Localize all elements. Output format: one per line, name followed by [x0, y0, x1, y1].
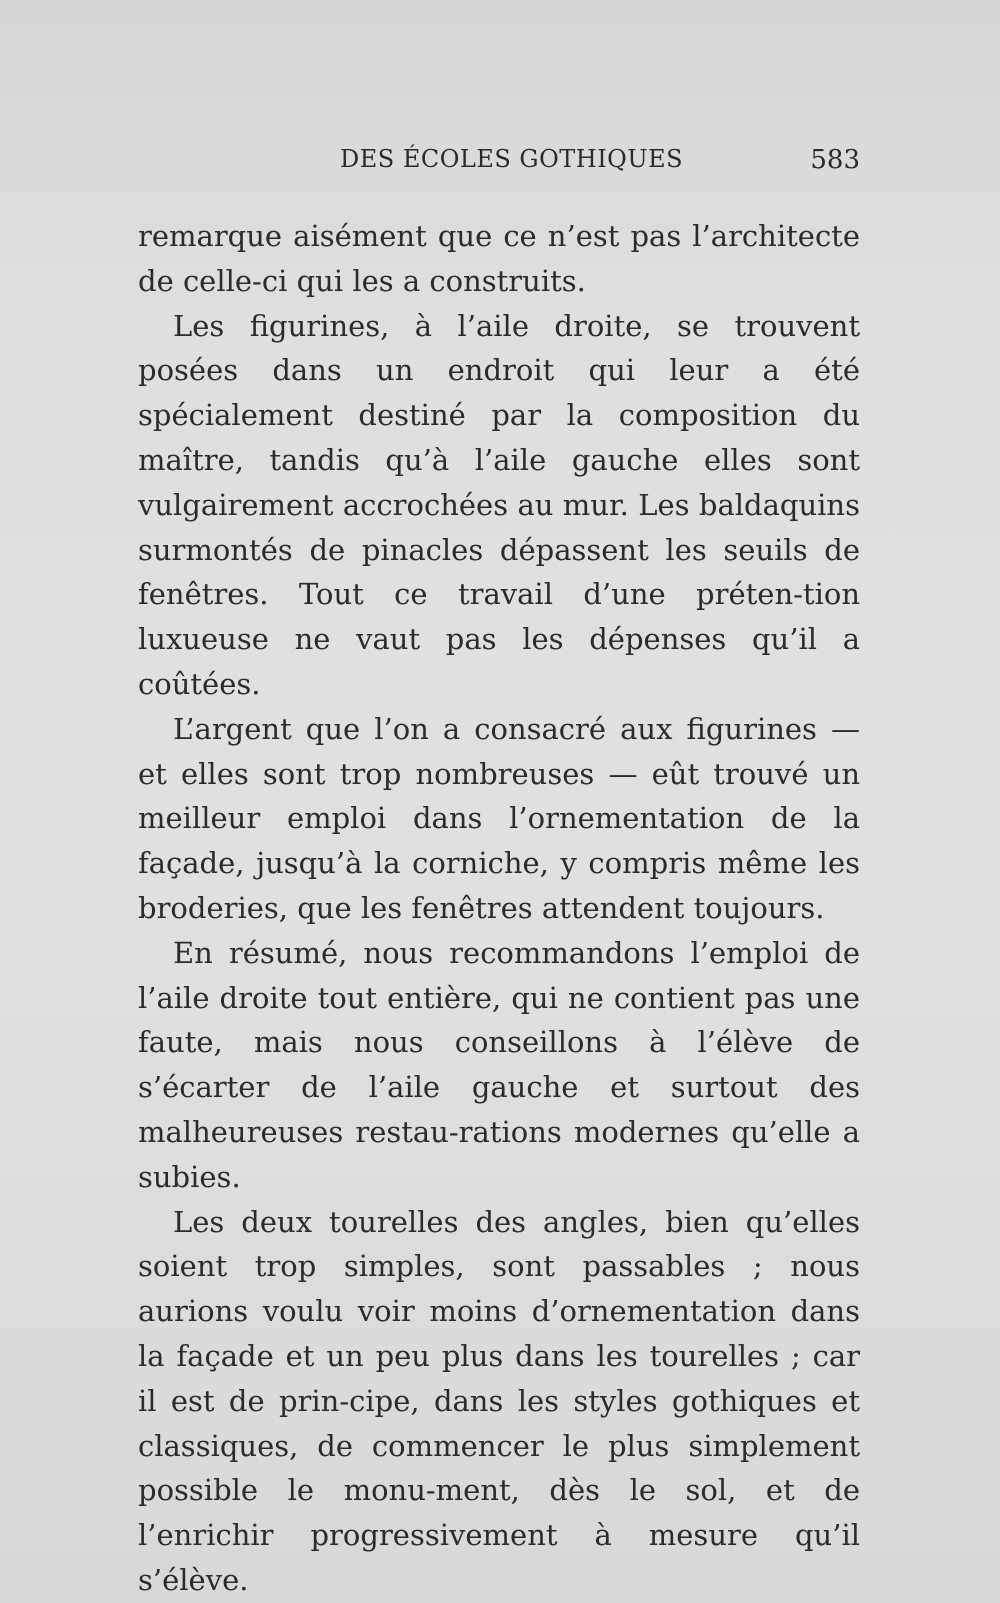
paragraph-tourelles: Les deux tourelles des angles, bien qu’elles soient trop simples, sont passables ; nous aurions voulu voir moins d’ornementation dans la façade et un peu plus dans les tourelles ; car il est de prin-cipe, dans les styles gothiques et classiques, de commencer le plus simplement possible le monu-ment, dès le sol, et de l’enrichir progressivement à mesure qu’il s’élève.	[138, 1204, 860, 1597]
paragraph-argent: L’argent que l’on a consacré aux figurines — et elles sont trop nombreuses — eût trouvé un meilleur emploi dans l’ornementation de la façade, jusqu’à la corniche, y compris même les broderies, que les fenêtres attendent toujours.	[138, 711, 860, 925]
body-text	[138, 214, 860, 1603]
paragraph-resume: En résumé, nous recommandons l’emploi de l’aile droite tout entière, qui ne contient pas une faute, mais nous conseillons à l’élève de s’écarter de l’aile gauche et surtout des malheureuses restau-rations modernes qu’elle a subies.	[138, 935, 860, 1194]
page-header	[138, 145, 860, 179]
page-number: 583	[810, 145, 860, 175]
paragraph-continuation: remarque aisément que ce n’est pas l’architecte de celle-ci qui les a construits.	[138, 219, 860, 298]
paragraph-figurines: Les figurines, à l’aile droite, se trouvent posées dans un endroit qui leur a été spécialement destiné par la composition du maître, tandis qu’à l’aile gauche elles sont vulgairement accrochées au mur. Les baldaquins surmontés de pinacles dépassent les seuils de fenêtres. Tout ce travail d’une préten-tion luxueuse ne vaut pas les dépenses qu’il a coûtées.	[138, 308, 860, 701]
running-head: DES ÉCOLES GOTHIQUES	[340, 145, 684, 173]
